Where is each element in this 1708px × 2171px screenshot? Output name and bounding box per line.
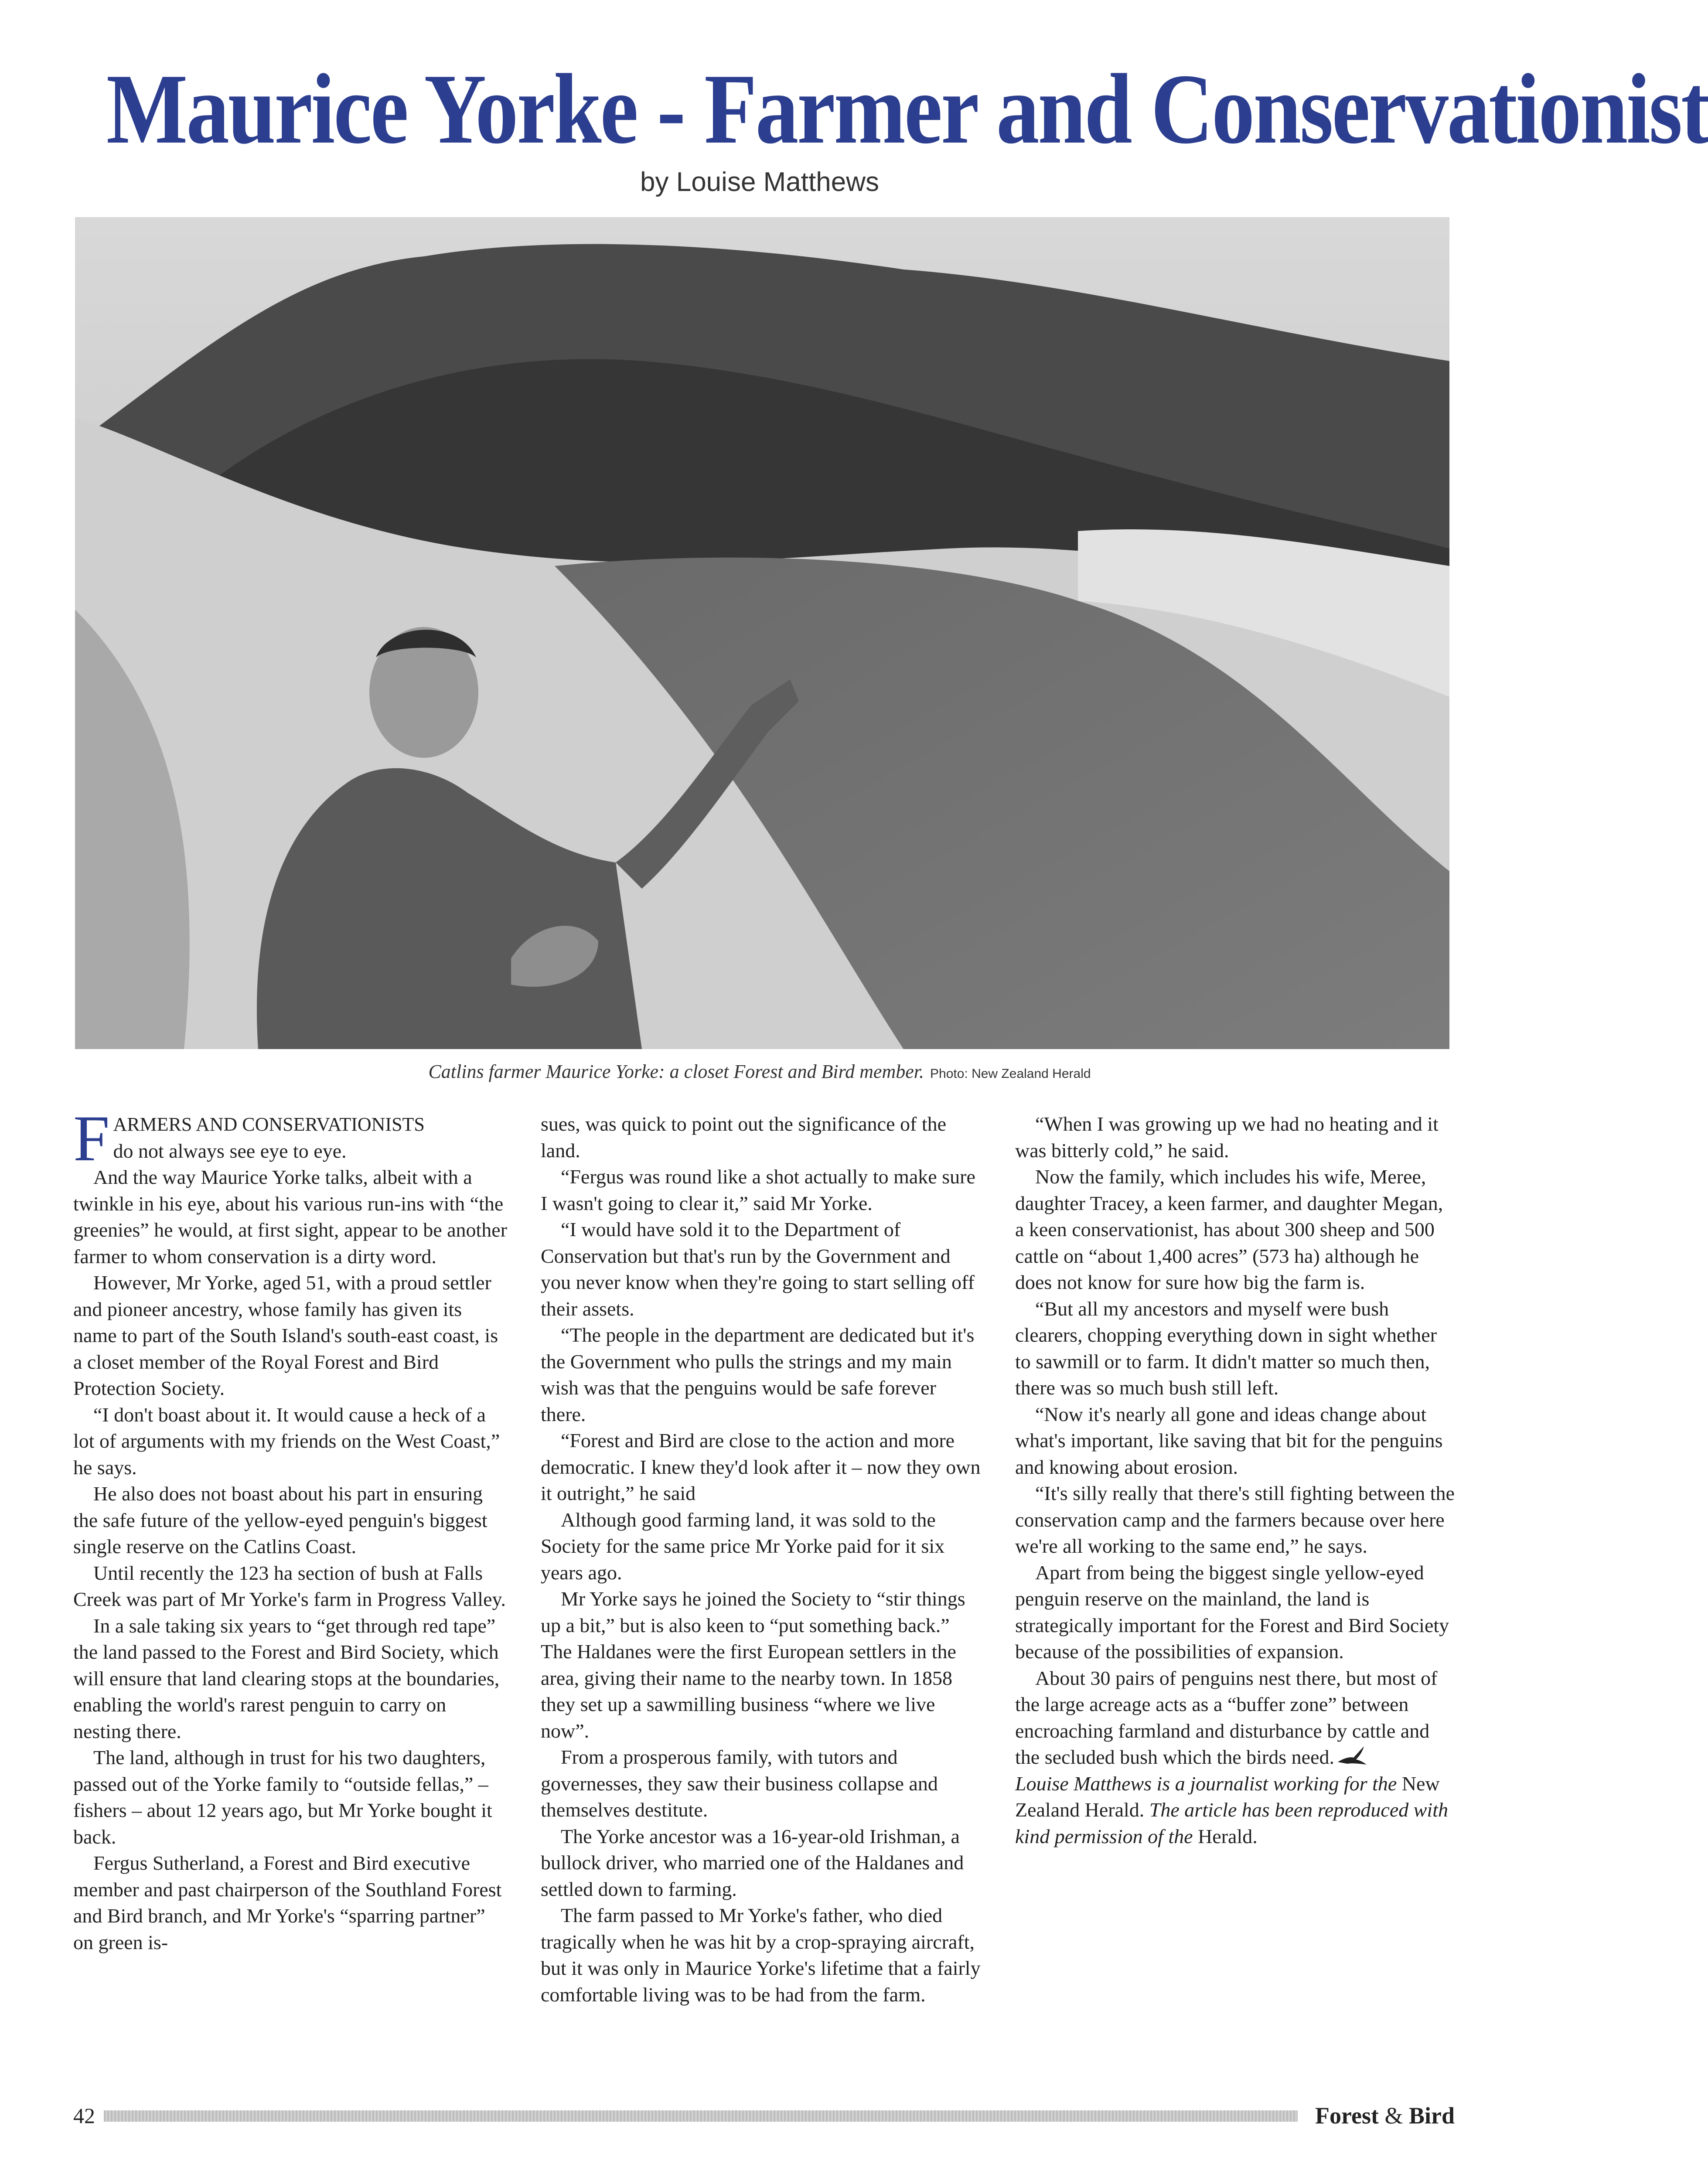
paragraph: The Haldanes were the first European settlers in the area, giving their name to the nearby town. In 1858 they set up a sawmilling business “where we live now”.: [541, 1640, 956, 1742]
opening-rest: do not always see eye to eye.: [113, 1139, 347, 1162]
photo-credit: Photo: New Zealand Herald: [930, 1067, 1091, 1081]
paragraph-continued: sues, was quick to point out the significance of the land.: [541, 1113, 947, 1162]
paragraph: “Fergus was round like a shot actually to make sure I wasn't going to clear it,” said Mr Yorke.: [541, 1166, 975, 1214]
paragraph: Mr Yorke says he joined the Society to “stir things up a bit,” but is also keen to “put something back.”: [541, 1588, 965, 1636]
page-footer: [73, 2103, 1455, 2129]
paragraph: Although good farming land, it was sold to the Society for the same price Mr Yorke paid for it six years ago.: [541, 1508, 945, 1584]
newspaper-name: New Zealand Herald.: [1015, 1772, 1440, 1821]
paragraph: “I don't boast about it. It would cause a heck of a lot of arguments with my friends on the West Coast,” he says.: [73, 1403, 500, 1479]
magazine-name-bird: Bird: [1408, 2103, 1455, 2129]
paragraph: “Now it's nearly all gone and ideas change about what's important, like saving that bit for the penguins and knowing about erosion.: [1015, 1403, 1443, 1478]
page-number: 42: [73, 2103, 95, 2128]
article-column-3: [1015, 1111, 1456, 1850]
photo-caption: [0, 1059, 1519, 1087]
paragraph: From a prosperous family, with tutors and governesses, they saw their business collapse and themselves destitute.: [541, 1746, 938, 1821]
magazine-name-forest: Forest: [1315, 2103, 1379, 2129]
newspaper-short-name: Herald.: [1198, 1825, 1258, 1847]
article-column-2: [541, 1111, 981, 2008]
note-text: Louise Matthews is a journalist working for the: [1015, 1772, 1397, 1795]
final-paragraph-text: About 30 pairs of penguins nest there, but most of the large acreage acts as a “buffer zone” between encroaching farmland and disturbance by cattle and the secluded bush which the birds need.: [1015, 1667, 1438, 1768]
opening-words: ARMERS AND CONSERVATIONISTS: [113, 1114, 425, 1135]
drop-cap: F: [73, 1102, 110, 1175]
article-column-1: [73, 1102, 508, 1956]
article-photo: [75, 217, 1449, 1049]
opening-paragraph: [73, 1102, 508, 1175]
paragraph: However, Mr Yorke, aged 51, with a proud settler and pioneer ancestry, whose family has given its name to part of the South Island's south-east coast, is a closet member of the Royal Forest and Bird Protection Society.: [73, 1271, 498, 1399]
paragraph: “It's silly really that there's still fighting between the conservation camp and the farmers because over here we're all working to the same end,” he says.: [1015, 1482, 1455, 1557]
paragraph: Fergus Sutherland, a Forest and Bird executive member and past chairperson of the Southland Forest and Bird branch, and Mr Yorke's “sparring partner” on green is-: [73, 1852, 502, 1953]
final-paragraph: [1015, 1665, 1456, 1771]
paragraph: “But all my ancestors and myself were bush clearers, chopping everything down in sight whether to sawmill or to farm. It didn't matter so much then, there was so much bush still left.: [1015, 1297, 1437, 1399]
paragraph: “The people in the department are dedicated but it's the Government who pulls the strings and my main wish was that the penguins would be safe forever there.: [541, 1324, 975, 1425]
paragraph: In a sale taking six years to “get through red tape” the land passed to the Forest and Bird Society, which will ensure that land clearing stops at the boundaries, enabling the world's rarest penguin to carry on nesting there.: [73, 1614, 500, 1742]
paragraph: “When I was growing up we had no heating and it was bitterly cold,” he said.: [1015, 1113, 1439, 1162]
paragraph: And the way Maurice Yorke talks, albeit with a twinkle in his eye, about his various run-ins with “the greenies” he would, at first sight, appear to be another farmer to whom conservation is a dirty word.: [73, 1166, 508, 1268]
paragraph: The farm passed to Mr Yorke's father, who died tragically when he was hit by a crop-spraying aircraft, but it was only in Maurice Yorke's lifetime that a fairly comfortable living was to be had from the farm.: [541, 1904, 981, 2006]
footer-rule: [104, 2110, 1298, 2122]
paragraph: The land, although in trust for his two daughters, passed out of the Yorke family to “outside fellas,” – fishers – about 12 years ago, but Mr Yorke bought it back.: [73, 1746, 492, 1848]
headline: Maurice Yorke - Farmer and Conservationist: [106, 53, 1708, 164]
caption-text: Catlins farmer Maurice Yorke: a closet Forest and Bird member.: [428, 1061, 924, 1082]
magazine-name: [1315, 2103, 1455, 2129]
author-note: [1015, 1771, 1456, 1850]
paragraph: He also does not boast about his part in ensuring the safe future of the yellow-eyed penguin's biggest single reserve on the Catlins Coast.: [73, 1483, 488, 1558]
paragraph: Now the family, which includes his wife, Meree, daughter Tracey, a keen farmer, and daughter Megan, a keen conservationist, has about 300 sheep and 500 cattle on “about 1,400 acres” (573 ha) although he does not know for sure how big the farm is.: [1015, 1166, 1443, 1293]
bird-icon: [1337, 1745, 1367, 1766]
paragraph: “Forest and Bird are close to the action and more democratic. I knew they'd look after it – now they own it outright,” he said: [541, 1429, 981, 1504]
paragraph: “I would have sold it to the Department of Conservation but that's run by the Government and you never know when they're going to start selling off their assets.: [541, 1218, 975, 1320]
byline: by Louise Matthews: [640, 167, 879, 197]
paragraph: Until recently the 123 ha section of bush at Falls Creek was part of Mr Yorke's farm in Progress Valley.: [73, 1561, 506, 1610]
paragraph: Apart from being the biggest single yellow-eyed penguin reserve on the mainland, the land is strategically important for the Forest and Bird Society because of the possibilities of expansion.: [1015, 1561, 1449, 1663]
paragraph: The Yorke ancestor was a 16-year-old Irishman, a bullock driver, who married one of the Haldanes and settled down to farming.: [541, 1825, 964, 1900]
note-text: The article has been reproduced with kind permission of the: [1015, 1799, 1448, 1847]
magazine-ampersand: &: [1384, 2103, 1403, 2129]
